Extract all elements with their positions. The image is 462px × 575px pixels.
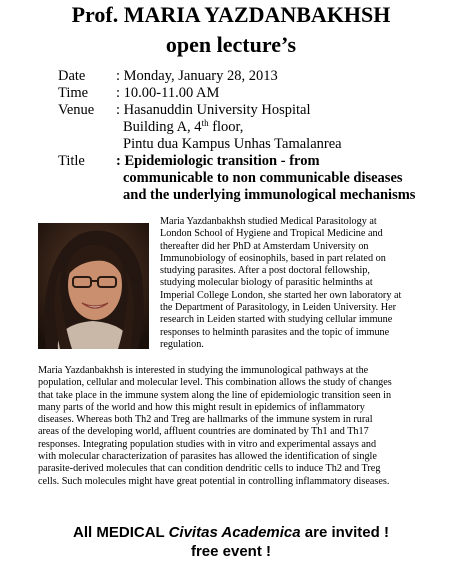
research-line: diseases. Whereas both Th2 and Treg are hallmarks of the immune system in rural <box>38 414 373 426</box>
bio-line: studying parasites. After a post doctoral fellowship, <box>160 265 370 277</box>
research-line: many parts of the world and how this might result in epidemics of inflammatory <box>38 401 365 413</box>
research-description <box>38 365 438 488</box>
lecture-topic <box>116 153 415 204</box>
invite-emphasis: Civitas Academica <box>168 524 301 541</box>
speaker-bio <box>160 216 443 351</box>
time-value: : 10.00-11.00 AM <box>116 85 220 101</box>
bio-line: regulation. <box>160 338 204 350</box>
title-label: Title <box>58 153 85 169</box>
invitation-line-1 <box>0 524 462 541</box>
lecture-title-line-2: open lecture’s <box>165 32 297 57</box>
time-label: Time <box>58 85 89 101</box>
topic-line-2: communicable to non communicable diseases <box>123 170 403 186</box>
speaker-photo <box>38 223 149 349</box>
research-line: responses. Integrating population studies with in vitro and experimental assays and <box>38 438 377 450</box>
research-line: parasite-derived molecules that can condition dendritic cells to induce Th2 and Treg <box>38 463 381 475</box>
invite-prefix: All MEDICAL <box>73 524 169 541</box>
research-line: population, cellular and molecular level. This combination allows the study of changes <box>38 377 392 389</box>
research-line: that take place in the immune system along the line of epidemiologic transition seen in <box>38 389 392 401</box>
research-line: areas of the developing world, affluent countries are dominated by Th1 and Th17 <box>38 426 369 438</box>
venue-line-3: Pintu dua Kampus Unhas Tamalanrea <box>123 136 342 152</box>
venue-label: Venue <box>58 102 95 118</box>
bio-line: research in Leiden started with studying cellular immune <box>160 314 393 326</box>
date-label: Date <box>58 68 86 84</box>
venue-line-1: : Hasanuddin University Hospital <box>116 102 311 118</box>
bio-line: Immunobiology of eosinophils, based in part related on <box>160 252 386 264</box>
bio-line: thereafter did her PhD at Amsterdam University on <box>160 240 369 252</box>
research-line: with molecular characterization of parasites has allowed the identification of single <box>38 451 377 463</box>
venue-line-2-sup: th <box>201 118 209 128</box>
bio-line: Imperial College London, she started her own laboratory at <box>160 289 402 301</box>
lecture-title-line-1: Prof. MARIA YAZDANBAKHSH <box>71 2 391 27</box>
venue-line-2 <box>116 119 342 136</box>
bio-line: London School of Hygiene and Tropical Medicine and <box>160 228 383 240</box>
bio-line: the Department of Parasitology, in Leiden University. Her <box>160 302 397 314</box>
invite-suffix: are invited ! <box>300 524 389 541</box>
invitation-line-2: free event ! <box>190 543 272 560</box>
topic-line-1: : Epidemiologic transition - from <box>116 153 320 169</box>
speaker-portrait-icon <box>38 223 149 349</box>
date-value: : Monday, January 28, 2013 <box>116 68 278 84</box>
bio-line: Maria Yazdanbakhsh studied Medical Parasitology at <box>160 216 377 227</box>
bio-line: studying molecular biology of parasitic helminths at <box>160 277 373 289</box>
research-line: Maria Yazdanbakhsh is interested in studying the immunological pathways at the <box>38 365 369 376</box>
bio-line: responses to helminth parasites and the topic of immune <box>160 326 390 338</box>
research-line: cells. Such molecules might have great potential in controlling inflammatory diseases. <box>38 475 390 487</box>
venue-value <box>116 102 342 153</box>
topic-line-3: and the underlying immunological mechanisms <box>123 187 416 203</box>
venue-line-2-prefix: Building A, 4 <box>123 119 202 135</box>
venue-line-2-suffix: floor, <box>208 119 244 135</box>
